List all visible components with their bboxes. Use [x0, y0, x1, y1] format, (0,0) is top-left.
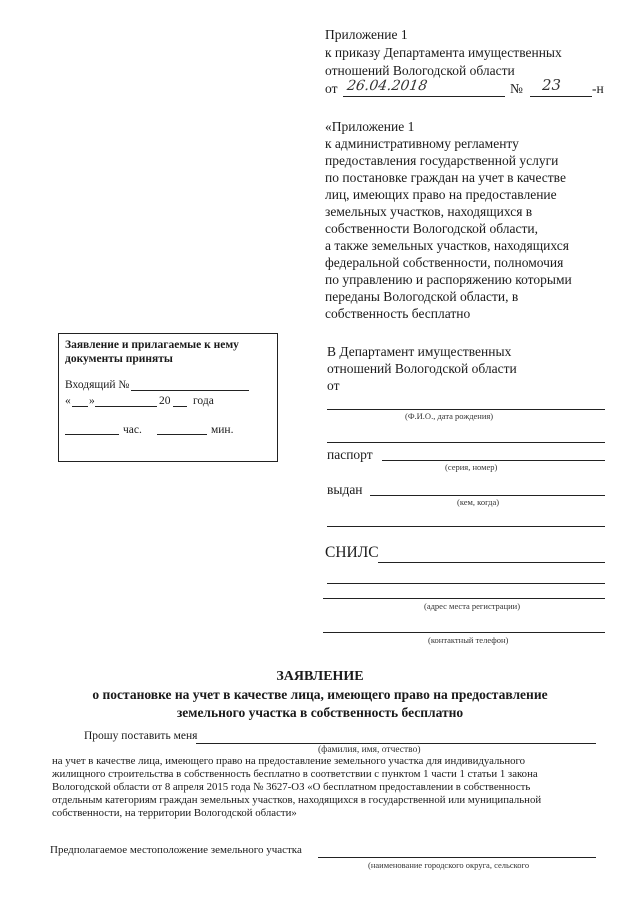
- statement-body-line: жилищного строительства в собственность бесплатно в соответствии с пунктом 1 части 1 статьи 1 закона: [52, 768, 538, 780]
- regulation-line: по управлению и распоряжению которыми: [325, 272, 572, 287]
- statement-title: ЗАЯВЛЕНИЕ: [276, 669, 364, 684]
- location-label: Предполагаемое местоположение земельного участка: [50, 844, 302, 856]
- statement-body-line: Вологодской области от 8 апреля 2015 года № 3627-ОЗ «О бесплатном предоставлении в собственность: [52, 781, 531, 793]
- receipt-stamp-box: [58, 333, 278, 462]
- annex-title: Приложение 1: [325, 27, 408, 42]
- stamp-date-close: »: [89, 395, 95, 407]
- month-line: [95, 406, 157, 407]
- regulation-line: земельных участков, находящихся в: [325, 204, 533, 219]
- addressee-line2: отношений Вологодской области: [327, 361, 517, 376]
- addressee-from-label: от: [327, 378, 340, 393]
- stamp-title-line2: документы приняты: [65, 353, 173, 365]
- incoming-number-line: [131, 390, 249, 391]
- stamp-minutes-label: мин.: [211, 424, 234, 436]
- passport-caption: (серия, номер): [445, 462, 498, 472]
- phone-field-line: [323, 632, 605, 633]
- hours-line: [65, 434, 119, 435]
- regulation-line: лиц, имеющих право на предоставление: [325, 187, 557, 202]
- passport-field-line: [382, 460, 605, 461]
- stamp-year-suffix: года: [193, 395, 214, 407]
- address-caption: (адрес места регистрации): [424, 601, 521, 611]
- regulation-line: собственность бесплатно: [325, 306, 471, 321]
- number-label: №: [510, 81, 523, 96]
- address-line-2: [323, 598, 605, 599]
- annex-order-ref: к приказу Департамента имущественных: [325, 45, 562, 60]
- regulation-line: а также земельных участков, находящихся: [325, 238, 569, 253]
- regulation-line: предоставления государственной услуги: [325, 153, 559, 168]
- regulation-line: федеральной собственности, полномочия: [325, 255, 564, 270]
- issued-label: выдан: [327, 482, 363, 497]
- passport-label: паспорт: [327, 447, 373, 462]
- phone-caption: (контактный телефон): [428, 635, 509, 645]
- number-suffix: -н: [592, 81, 604, 96]
- statement-body-line: собственности, на территории Вологодской области»: [52, 807, 297, 819]
- issued-extra-line: [327, 526, 605, 527]
- statement-subtitle-line2: земельного участка в собственность бесплатно: [176, 705, 464, 720]
- fio-extra-line: [327, 442, 605, 443]
- regulation-line: собственности Вологодской области,: [325, 221, 539, 236]
- snils-label: СНИЛС: [325, 544, 379, 561]
- regulation-line: «Приложение 1: [325, 119, 415, 134]
- date-underline: [343, 96, 505, 97]
- location-caption: (наименование городского округа, сельского: [368, 860, 530, 870]
- regulation-line: переданы Вологодской области, в: [325, 289, 519, 304]
- request-label: Прошу поставить меня: [84, 730, 198, 742]
- regulation-line: по постановке граждан на учет в качестве: [325, 170, 566, 185]
- issued-field-line: [370, 495, 605, 496]
- stamp-year-prefix: 20: [159, 395, 171, 407]
- addressee-line1: В Департамент имущественных: [327, 344, 512, 359]
- stamp-incoming-label: Входящий №: [65, 379, 130, 391]
- statement-subtitle-line1: о постановке на учет в качестве лица, имеющего право на предоставление: [92, 687, 548, 702]
- minutes-line: [157, 434, 207, 435]
- year-line: [173, 406, 187, 407]
- handwritten-date: 26.04.2018: [345, 78, 429, 94]
- day-line: [72, 406, 88, 407]
- stamp-hours-label: час.: [123, 424, 142, 436]
- request-caption: (фамилия, имя, отчество): [318, 745, 421, 755]
- annex-department: отношений Вологодской области: [325, 63, 515, 78]
- snils-field-line: [378, 562, 605, 563]
- fio-field-line: [327, 409, 605, 410]
- statement-body-line: на учет в качестве лица, имеющего право на предоставление земельного участка для индивидуального: [52, 755, 526, 767]
- location-field-line: [318, 857, 596, 858]
- stamp-date-open: «: [65, 395, 71, 407]
- issued-caption: (кем, когда): [457, 497, 500, 507]
- number-underline: [530, 96, 592, 97]
- statement-body-line: отдельным категориям граждан земельных участков, находящихся в государственной или муниципальной: [52, 794, 542, 806]
- stamp-title-line1: Заявление и прилагаемые к нему: [65, 339, 239, 351]
- address-line-1: [327, 583, 605, 584]
- annex-date-prefix: от: [325, 81, 338, 96]
- request-name-line: [196, 743, 596, 744]
- fio-caption: (Ф.И.О., дата рождения): [405, 411, 494, 421]
- regulation-line: к административному регламенту: [325, 136, 519, 151]
- handwritten-number: 23: [542, 76, 562, 94]
